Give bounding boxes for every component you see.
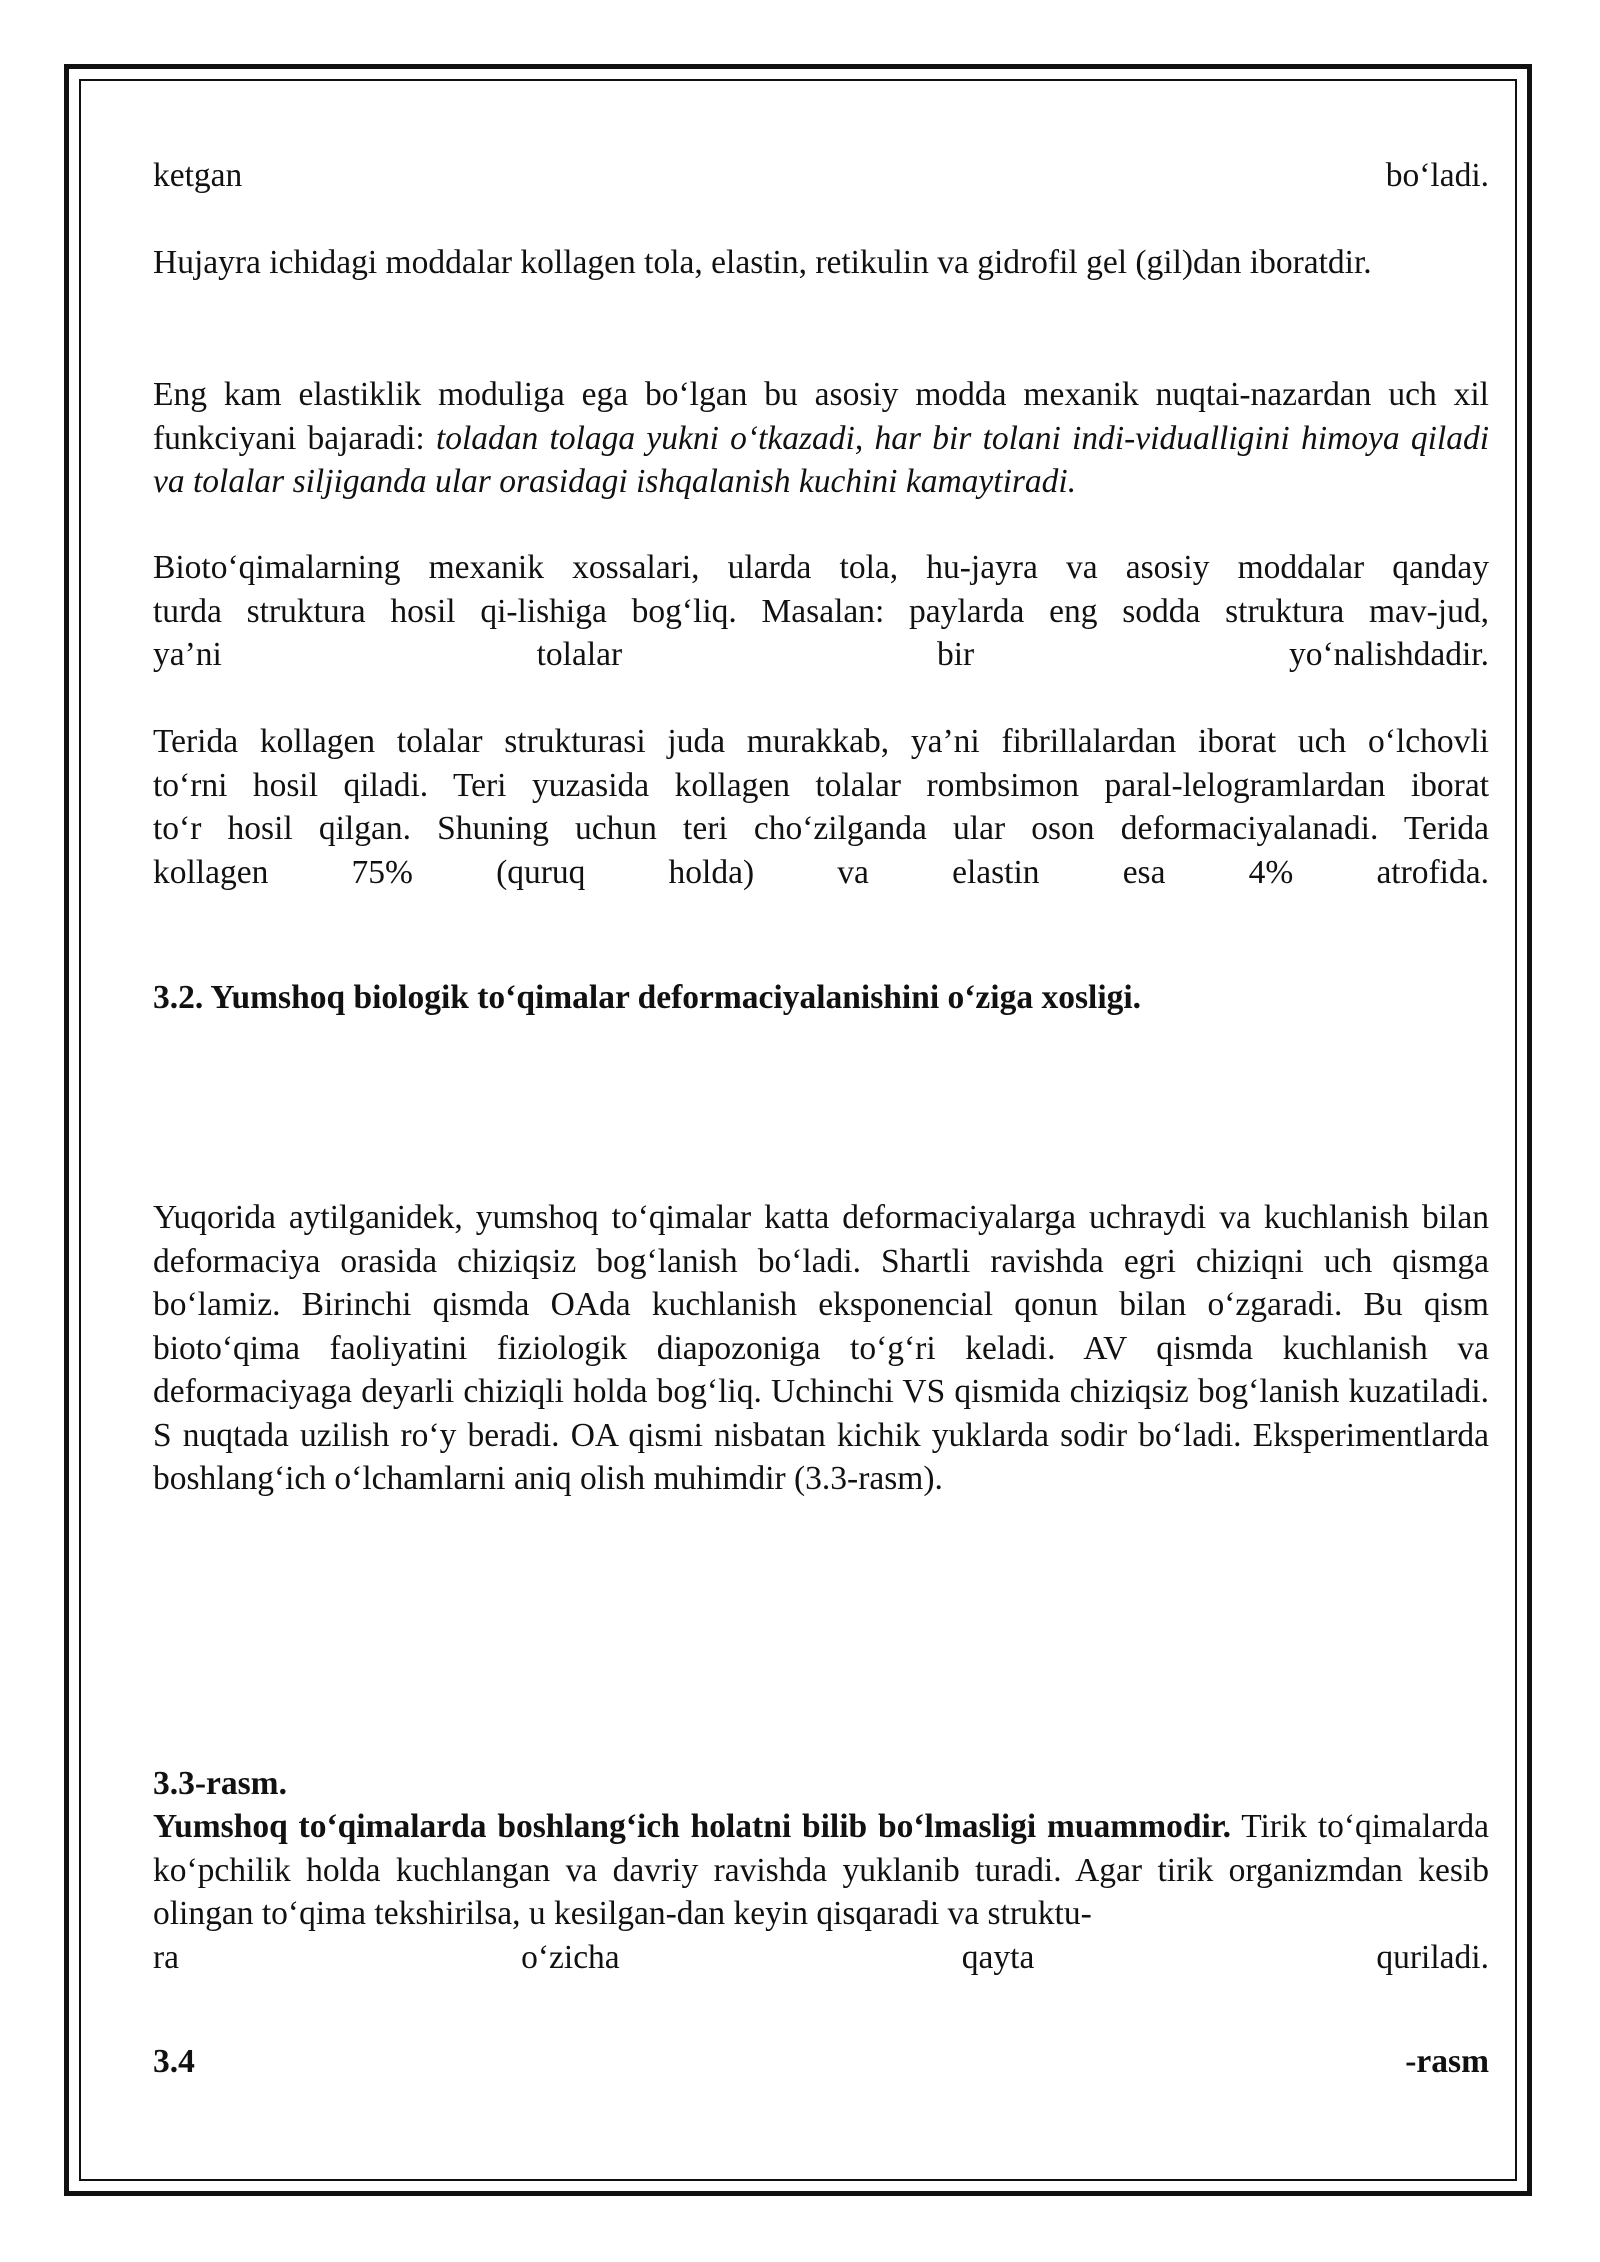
- paragraph-eng-kam-italic: toladan tolaga yukni o‘tkazadi, har bir tolani indi-vidualligini himoya qiladi va tolalar siljiganda ular orasidagi ishqalanish kuchini kamaytiradi.: [153, 419, 1490, 500]
- paragraph-yumshoq-last-line: [153, 1936, 1489, 1980]
- figure-caption-3-3: 3.3-rasm.: [153, 1765, 287, 1802]
- figure-caption-3-4: [153, 2040, 1489, 2084]
- line-top: [153, 154, 1489, 198]
- word: esa: [1122, 853, 1166, 891]
- paragraph-terida-last-line: [153, 851, 1489, 895]
- paragraph-yumshoq: [153, 1805, 1489, 1979]
- word: (quruq: [496, 853, 586, 891]
- paragraph-terida-line: to‘rni hosil qiladi. Teri yuzasida kollagen tolalar rombsimon paral-lelogramlardan iborat: [153, 766, 1489, 804]
- paragraph-terida-line: Terida kollagen tolalar strukturasi juda murakkab, ya’ni fibrillalardan iborat uch o‘lchovli: [153, 723, 1489, 760]
- paragraph-yumshoq-normal: Tirik to‘qimalarda ko‘pchilik holda kuchlangan va davriy ravishda yuklanib turadi. Agar tirik organizmdan kesib olingan to‘qima tekshirilsa, u kesilgan-dan keyin qisqaradi va struktu-: [153, 1808, 1489, 1932]
- paragraph-yumshoq-bold: Yumshoq to‘qimalarda boshlang‘ich holatni bilib bo‘lmasligi muammodir.: [153, 1808, 1231, 1845]
- paragraph-yuqorida: Yuqorida aytilganidek, yumshoq to‘qimalar katta deformaciyalarga uchraydi va kuchlanish bilan deformaciya orasida chiziqsiz bog‘lanish bo‘ladi. Shartli ravishda egri chiziqni uch qismga bo‘lamiz. Birinchi qismda OAda kuchlanish eksponencial qonun bilan o‘zgaradi. Bu qism bioto‘qima faoliyatini fiziologik diapozoniga to‘g‘ri keladi. AV qismda kuchlanish va deformaciyaga deyarli chiziqli holda bog‘liq. Uchinchi VS qismida chiziqsiz bog‘lanish kuzatiladi. S nuqtada uzilish ro‘y beradi. OA qismi nisbatan kichik yuklarda sodir bo‘ladi. Eksperimentlarda boshlang‘ich o‘lchamlarni aniq olish muhimdir (3.3-rasm).: [153, 1199, 1489, 1497]
- caption-3-4-left: 3.4: [153, 2043, 195, 2080]
- paragraph-bioto-line: turda struktura hosil qi-lishiga bog‘liq. Masalan: paylarda eng sodda struktura mav-jud,: [153, 592, 1489, 630]
- paragraph-bioto: [153, 546, 1489, 677]
- word: quriladi.: [1376, 1938, 1489, 1976]
- word: 4%: [1248, 853, 1294, 891]
- word: 75%: [351, 853, 413, 891]
- word: yo‘nalishdadir.: [1288, 636, 1489, 673]
- word: o‘zicha: [521, 1938, 620, 1976]
- line-top-right: bo‘ladi.: [1385, 157, 1489, 194]
- paragraph-bioto-last-line: [153, 633, 1489, 677]
- paragraph-terida: [153, 720, 1489, 894]
- word: elastin: [952, 853, 1040, 891]
- word: qayta: [961, 1938, 1035, 1976]
- word: kollagen: [153, 853, 269, 891]
- line-top-left: ketgan: [153, 157, 243, 194]
- word: tolalar: [536, 636, 623, 673]
- word: atrofida.: [1376, 853, 1489, 891]
- paragraph-hujayra: Hujayra ichidagi moddalar kollagen tola, elastin, retikulin va gidrofil gel (gil)dan iboratdir.: [153, 244, 1372, 281]
- caption-3-4-right: -rasm: [1405, 2043, 1489, 2080]
- paragraph-bioto-line: Bioto‘qimalarning mexanik xossalari, ularda tola, hu-jayra va asosiy moddalar qanday: [153, 549, 1489, 586]
- paragraph-yumshoq-body: [153, 1805, 1489, 1936]
- word: va: [837, 853, 869, 891]
- paragraph-terida-line: to‘r hosil qilgan. Shuning uchun teri cho‘zilganda ular oson deformaciyalanadi. Terida: [153, 810, 1489, 847]
- word: holda): [668, 853, 755, 891]
- word: ya’ni: [153, 636, 222, 673]
- word: bir: [936, 636, 975, 673]
- paragraph-eng-kam: [153, 373, 1489, 504]
- section-heading-3-2: 3.2. Yumshoq biologik to‘qimalar deformaciyalanishini o‘ziga xosligi.: [153, 979, 1142, 1016]
- paragraph-eng-kam-normal: Eng kam elastiklik moduliga ega bo‘lgan bu asosiy modda mexanik nuqtai-nazardan uch xil funkciyani bajaradi:: [153, 376, 1489, 457]
- word: ra: [153, 1938, 180, 1976]
